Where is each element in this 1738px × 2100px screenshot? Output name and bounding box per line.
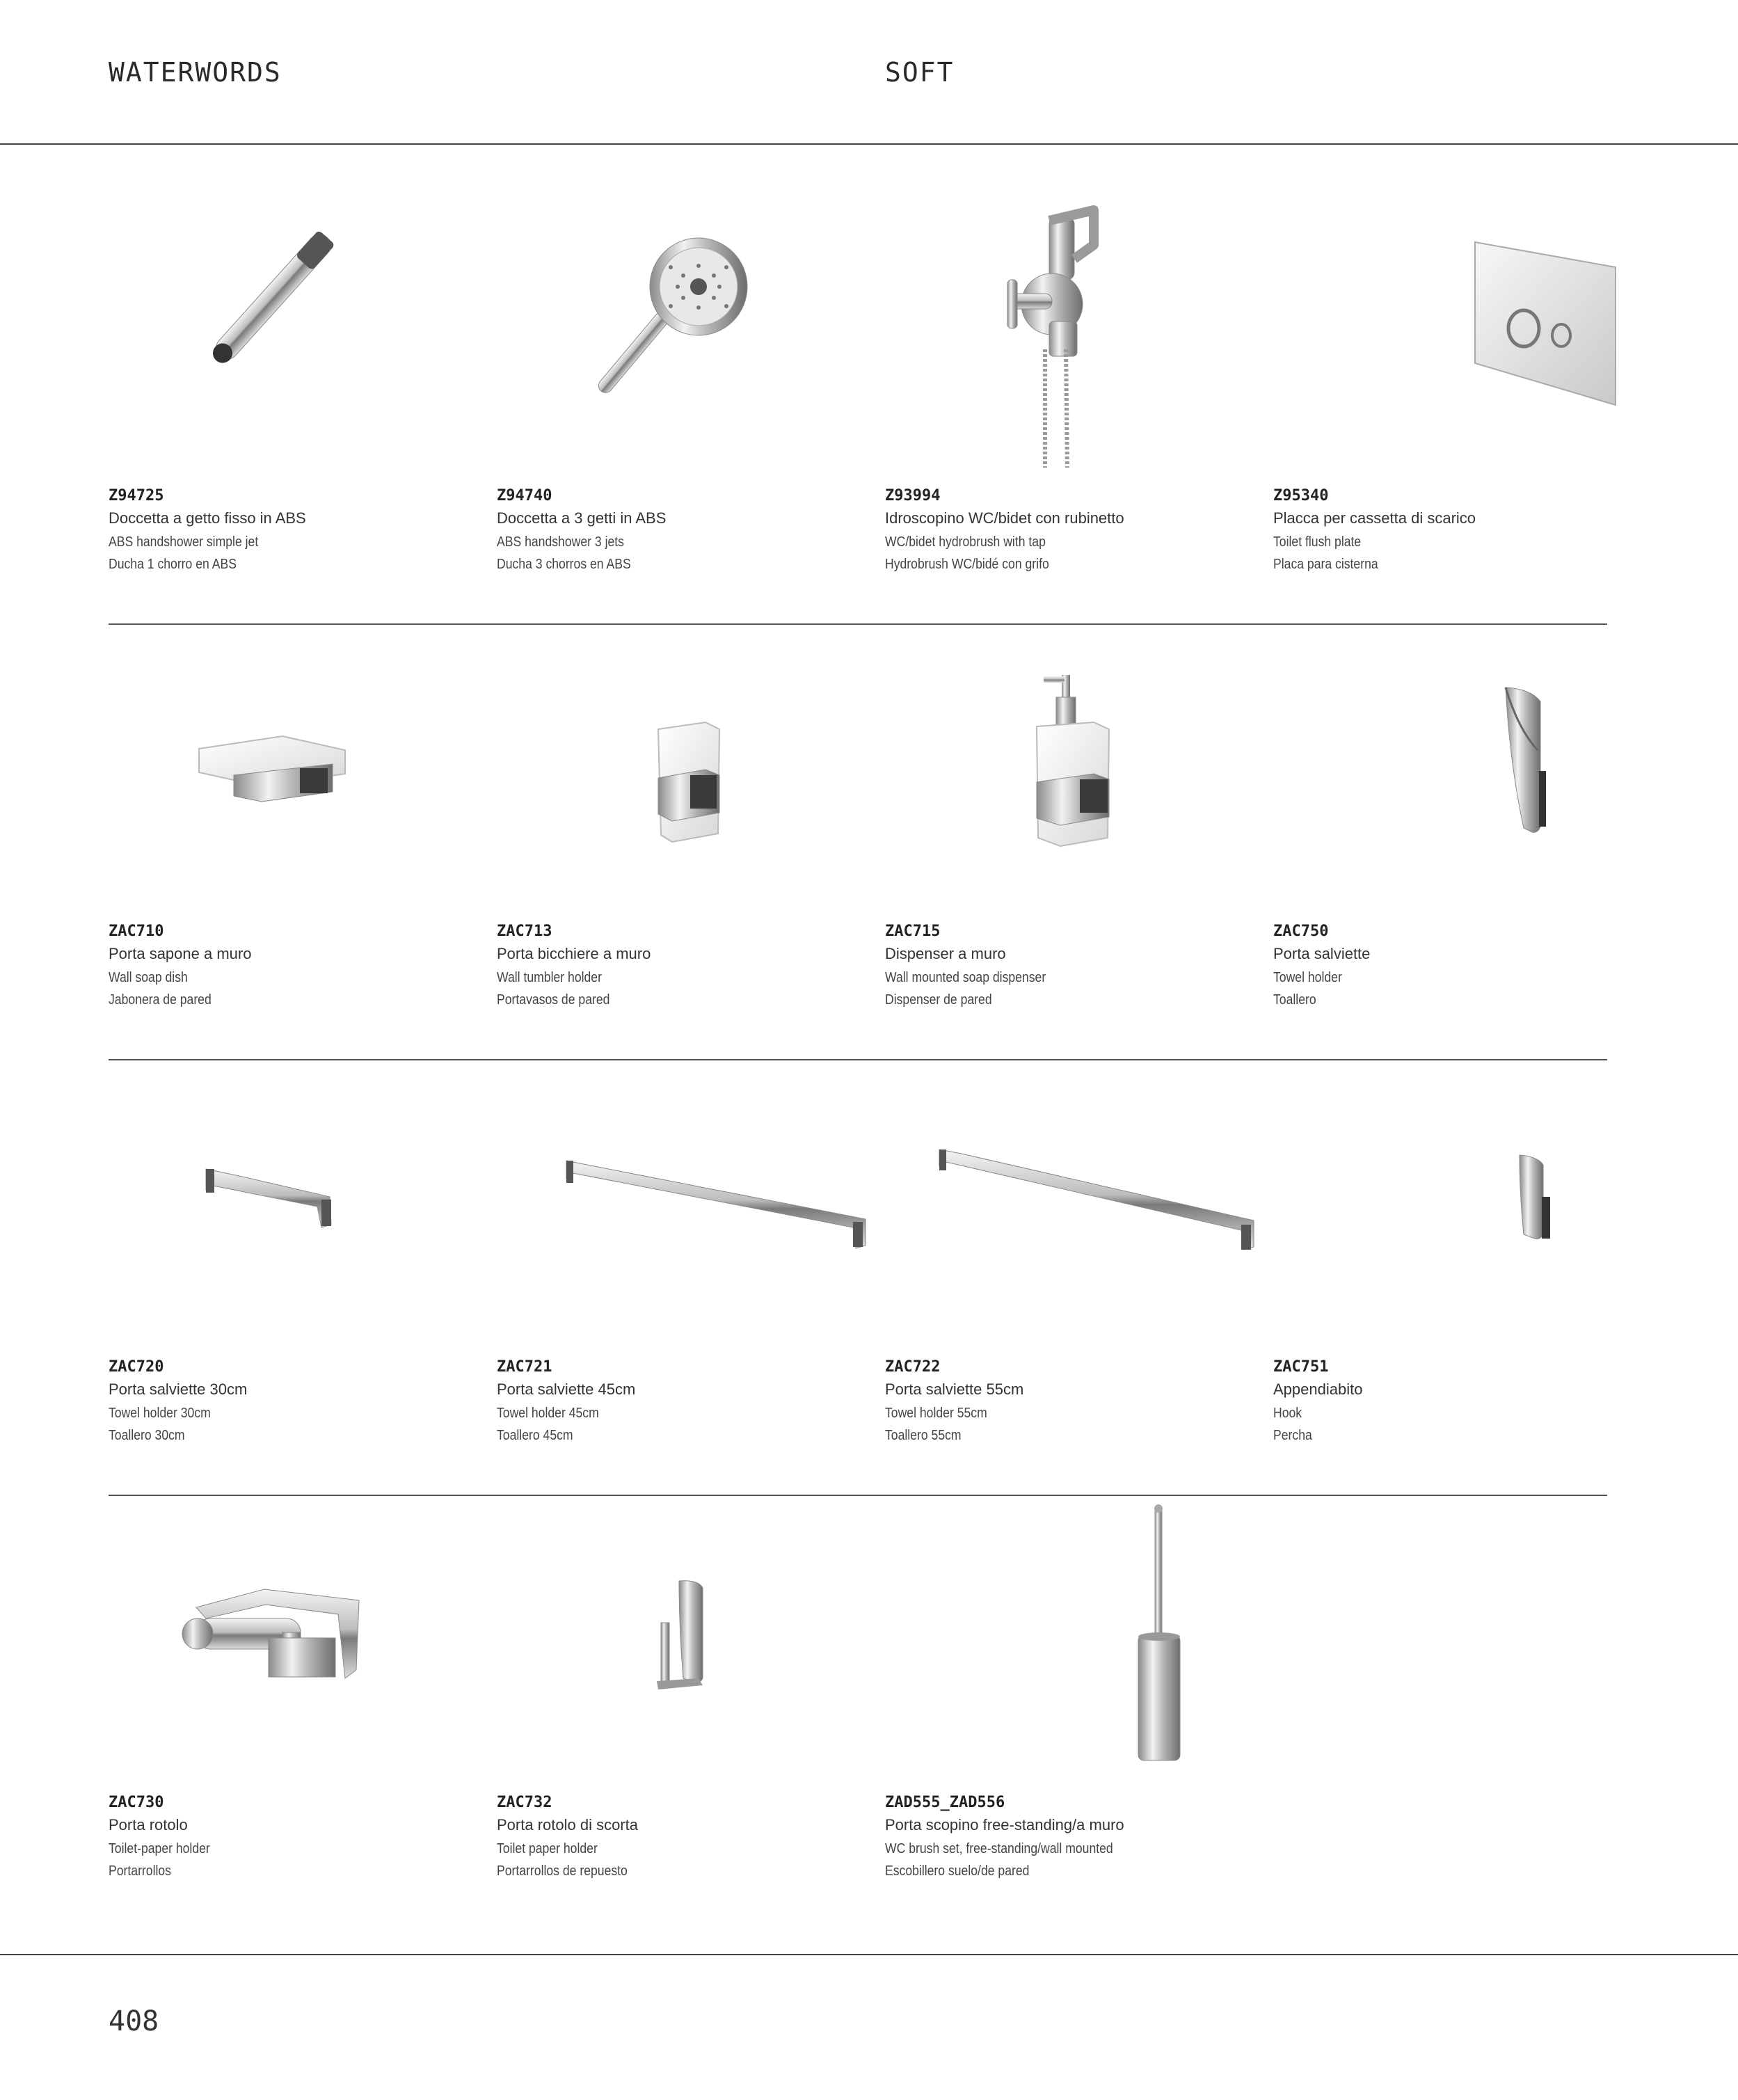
- soap-dish-image: [109, 625, 484, 903]
- product-card[interactable]: [885, 189, 1261, 614]
- product-name-en: ABS handshower 3 jets: [497, 534, 624, 550]
- product-name-es: Portavasos de pared: [497, 992, 610, 1008]
- brand-title: WATERWORDS: [109, 57, 282, 88]
- product-name-it: Porta scopino free-standing/a muro: [885, 1816, 1124, 1833]
- product-code: ZAC715: [885, 923, 941, 940]
- product-code: Z95340: [1273, 487, 1329, 504]
- product-name-it: Porta sapone a muro: [109, 945, 252, 962]
- product-name-es: Toallero 30cm: [109, 1428, 185, 1443]
- product-name-en: Towel holder 45cm: [497, 1406, 599, 1421]
- product-name-en: Towel holder: [1273, 970, 1342, 985]
- product-name-en: Hook: [1273, 1406, 1302, 1421]
- product-card[interactable]: [109, 625, 484, 1049]
- product-card[interactable]: [885, 1060, 1261, 1485]
- product-name-es: Placa para cisterna: [1273, 557, 1378, 572]
- product-code: Z94725: [109, 487, 164, 504]
- towel-bar-45-image: [497, 1060, 872, 1339]
- flush-plate-image: [1273, 189, 1649, 468]
- product-name-es: Ducha 3 chorros en ABS: [497, 557, 631, 572]
- product-name-en: Wall tumbler holder: [497, 970, 602, 985]
- product-name-it: Dispenser a muro: [885, 945, 1006, 962]
- product-card[interactable]: [497, 189, 872, 614]
- handshower-stick-image: [109, 189, 484, 468]
- product-name-es: Toallero: [1273, 992, 1316, 1008]
- product-card[interactable]: [497, 625, 872, 1049]
- header-divider: [0, 143, 1738, 145]
- hook-image: [1273, 1060, 1649, 1339]
- paper-holder-image: [109, 1496, 484, 1774]
- spare-paper-holder-image: [497, 1496, 872, 1774]
- hydrobrush-image: [885, 189, 1261, 468]
- product-code: Z93994: [885, 487, 941, 504]
- product-name-it: Porta rotolo: [109, 1816, 188, 1833]
- product-name-es: Toallero 45cm: [497, 1428, 573, 1443]
- product-name-it: Porta rotolo di scorta: [497, 1816, 638, 1833]
- product-name-en: Wall soap dish: [109, 970, 188, 985]
- product-name-es: Escobillero suelo/de pared: [885, 1863, 1030, 1879]
- product-code: ZAC732: [497, 1794, 552, 1811]
- product-row-1: [109, 189, 1607, 625]
- product-card[interactable]: [109, 189, 484, 614]
- product-name-es: Dispenser de pared: [885, 992, 992, 1008]
- product-card[interactable]: [497, 1060, 872, 1485]
- product-name-en: Toilet paper holder: [497, 1841, 598, 1856]
- product-card[interactable]: [1273, 1060, 1649, 1485]
- product-card[interactable]: [885, 1496, 1261, 1920]
- handshower-round-image: [497, 189, 872, 468]
- product-card[interactable]: [109, 1496, 484, 1920]
- product-code: ZAC722: [885, 1358, 941, 1376]
- product-name-it: Appendiabito: [1273, 1381, 1363, 1398]
- product-name-en: Toilet flush plate: [1273, 534, 1362, 550]
- towel-holder-flap-image: [1273, 625, 1649, 903]
- product-row-3: [109, 1060, 1607, 1496]
- product-code: ZAC730: [109, 1794, 164, 1811]
- footer-divider: [0, 1954, 1738, 1955]
- product-code: ZAC720: [109, 1358, 164, 1376]
- product-name-it: Doccetta a getto fisso in ABS: [109, 509, 306, 527]
- product-name-es: Jabonera de pared: [109, 992, 212, 1008]
- product-name-it: Porta salviette: [1273, 945, 1371, 962]
- product-name-es: Toallero 55cm: [885, 1428, 962, 1443]
- product-name-it: Porta salviette 55cm: [885, 1381, 1024, 1398]
- product-name-it: Porta salviette 30cm: [109, 1381, 248, 1398]
- towel-bar-55-image: [885, 1060, 1261, 1339]
- product-code: ZAC721: [497, 1358, 552, 1376]
- collection-title: SOFT: [885, 57, 955, 88]
- product-name-es: Hydrobrush WC/bidé con grifo: [885, 557, 1049, 572]
- product-name-it: Porta bicchiere a muro: [497, 945, 651, 962]
- product-name-en: Towel holder 55cm: [885, 1406, 987, 1421]
- product-name-en: WC/bidet hydrobrush with tap: [885, 534, 1046, 550]
- product-card[interactable]: [1273, 189, 1649, 614]
- product-name-it: Porta salviette 45cm: [497, 1381, 636, 1398]
- product-name-en: Wall mounted soap dispenser: [885, 970, 1046, 985]
- product-name-en: ABS handshower simple jet: [109, 534, 259, 550]
- page-number: 408: [109, 2005, 159, 2037]
- product-code: ZAC713: [497, 923, 552, 940]
- product-name-es: Portarrollos: [109, 1863, 171, 1879]
- product-code: Z94740: [497, 487, 552, 504]
- tumbler-holder-image: [497, 625, 872, 903]
- product-name-es: Portarrollos de repuesto: [497, 1863, 628, 1879]
- product-name-es: Percha: [1273, 1428, 1312, 1443]
- product-card[interactable]: [497, 1496, 872, 1920]
- product-code: ZAC710: [109, 923, 164, 940]
- product-name-it: Placca per cassetta di scarico: [1273, 509, 1476, 527]
- product-name-en: Towel holder 30cm: [109, 1406, 211, 1421]
- product-name-en: Toilet-paper holder: [109, 1841, 210, 1856]
- product-name-es: Ducha 1 chorro en ABS: [109, 557, 237, 572]
- product-name-it: Doccetta a 3 getti in ABS: [497, 509, 667, 527]
- product-name-en: WC brush set, free-standing/wall mounted: [885, 1841, 1113, 1856]
- product-card[interactable]: [885, 625, 1261, 1049]
- towel-bar-30-image: [109, 1060, 484, 1339]
- toilet-brush-image: [885, 1496, 1261, 1774]
- soap-dispenser-image: [885, 625, 1261, 903]
- product-card[interactable]: [1273, 625, 1649, 1049]
- product-card[interactable]: [109, 1060, 484, 1485]
- product-name-it: Idroscopino WC/bidet con rubinetto: [885, 509, 1124, 527]
- product-code: ZAC751: [1273, 1358, 1329, 1376]
- product-code: ZAC750: [1273, 923, 1329, 940]
- product-row-2: [109, 625, 1607, 1060]
- product-code: ZAD555_ZAD556: [885, 1794, 1005, 1811]
- product-row-4: [109, 1496, 1607, 1932]
